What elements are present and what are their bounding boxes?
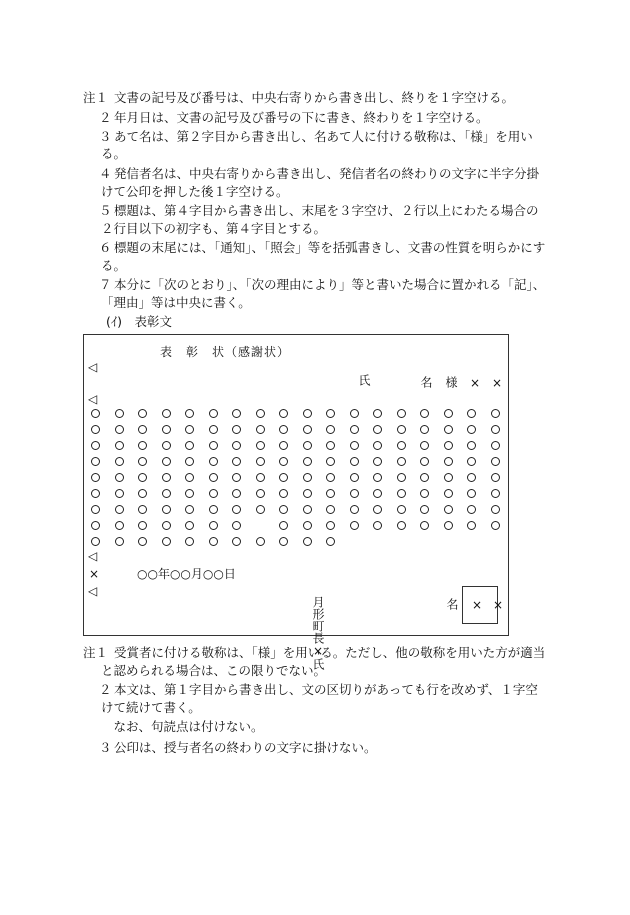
placeholder-circle-icon (162, 409, 171, 418)
placeholder-circle-icon (326, 409, 335, 418)
placeholder-circle-icon (115, 521, 124, 530)
placeholder-circle-icon (209, 521, 218, 530)
note-line: 標題は、第４字目から書き出し、末尾を３字空け、２行以上にわたる場合の (114, 203, 539, 218)
note-line: る。 (101, 258, 127, 273)
placeholder-circle-icon (256, 409, 265, 418)
placeholder-circle-icon (256, 425, 265, 434)
placeholder-circle-icon (115, 473, 124, 482)
note-line: 本文は、第１字目から書き出し、文の区切りがあっても行を改めず、１字空 (114, 682, 538, 697)
recipient-mei: 名 (419, 376, 433, 388)
placeholder-circle-icon (138, 441, 147, 450)
placeholder-circle-icon (350, 457, 359, 466)
placeholder-circle-icon (162, 489, 171, 498)
placeholder-circle-icon (373, 489, 382, 498)
placeholder-circle-icon (91, 521, 100, 530)
placeholder-circle-icon (467, 521, 476, 530)
placeholder-circle-icon (91, 489, 100, 498)
placeholder-circle-icon (209, 457, 218, 466)
placeholder-circle-icon (209, 409, 218, 418)
placeholder-circle-icon (256, 489, 265, 498)
placeholder-circle-icon (350, 409, 359, 418)
placeholder-circle-icon (256, 457, 265, 466)
placeholder-circle-icon (350, 489, 359, 498)
space-x-mark: × (470, 376, 481, 390)
recipient-sama: 様 (444, 376, 458, 388)
placeholder-circle-icon (162, 457, 171, 466)
placeholder-circle-icon (232, 489, 241, 498)
placeholder-circle-icon (209, 489, 218, 498)
placeholder-circle-icon (444, 521, 453, 530)
placeholder-circle-icon (91, 409, 100, 418)
placeholder-circle-icon (91, 441, 100, 450)
note-label: ６ (99, 240, 112, 255)
placeholder-circle-icon (491, 457, 500, 466)
placeholder-circle-icon (162, 505, 171, 514)
placeholder-circle-icon (326, 473, 335, 482)
placeholder-circle-icon (303, 537, 312, 546)
note-line: あて名は、第２字目から書き出し、名あて人に付ける敬称は、「様」を用い (114, 129, 533, 144)
note-label: ３ (99, 740, 112, 755)
note-line: 公印は、授与者名の終わりの文字に掛けない。 (114, 740, 377, 755)
placeholder-circle-icon (373, 425, 382, 434)
note-line: ２行目以下の初字も、第４字目とする。 (101, 221, 327, 236)
placeholder-circle-icon (397, 457, 406, 466)
placeholder-circle-icon (279, 521, 288, 530)
placeholder-circle-icon (209, 473, 218, 482)
placeholder-circle-icon (185, 505, 194, 514)
placeholder-circle-icon (397, 441, 406, 450)
placeholder-circle-icon (138, 521, 147, 530)
placeholder-circle-icon (115, 409, 124, 418)
issuer-mei: 名 (445, 598, 459, 610)
note-label: 注１ (83, 90, 109, 105)
note-line: けて公印を押した後１字空ける。 (101, 184, 289, 199)
placeholder-circle-icon (303, 489, 312, 498)
placeholder-circle-icon (420, 441, 429, 450)
placeholder-circle-icon (373, 505, 382, 514)
placeholder-circle-icon (491, 409, 500, 418)
placeholder-circle-icon (303, 505, 312, 514)
placeholder-circle-icon (279, 425, 288, 434)
placeholder-circle-icon (326, 537, 335, 546)
note-line: 発信者名は、中央右寄りから書き出し、発信者名の終わりの文字に半字分掛 (114, 166, 540, 181)
placeholder-circle-icon (138, 457, 147, 466)
note-label: ２ (99, 110, 112, 125)
placeholder-circle-icon (420, 473, 429, 482)
note-line: 受賞者に付ける敬称は、「様」を用いる。ただし、他の敬称を用いた方が適当 (114, 645, 546, 660)
placeholder-circle-icon (256, 505, 265, 514)
placeholder-circle-icon (209, 425, 218, 434)
placeholder-circle-icon (91, 505, 100, 514)
placeholder-circle-icon (256, 473, 265, 482)
note-line: 「理由」等は中央に書く。 (101, 295, 251, 310)
placeholder-circle-icon (397, 521, 406, 530)
placeholder-circle-icon (467, 441, 476, 450)
note-label: ５ (99, 203, 112, 218)
space-triangle-icon: ◁ (88, 549, 98, 563)
placeholder-circle-icon (303, 457, 312, 466)
placeholder-circle-icon (373, 473, 382, 482)
placeholder-circle-icon (326, 441, 335, 450)
note-line: 年月日は、文書の記号及び番号の下に書き、終わりを１字空ける。 (114, 110, 489, 125)
note-line: けて続けて書く。 (101, 700, 201, 715)
placeholder-circle-icon (115, 425, 124, 434)
placeholder-circle-icon (232, 505, 241, 514)
placeholder-circle-icon (326, 457, 335, 466)
space-triangle-icon: ◁ (88, 360, 98, 374)
placeholder-circle-icon (185, 409, 194, 418)
recipient-shi: 氏 (357, 374, 371, 386)
placeholder-circle-icon (491, 473, 500, 482)
placeholder-circle-icon (491, 505, 500, 514)
placeholder-circle-icon (232, 473, 241, 482)
placeholder-circle-icon (303, 425, 312, 434)
placeholder-circle-icon (373, 521, 382, 530)
note-label: ２ (99, 682, 112, 697)
placeholder-circle-icon (444, 473, 453, 482)
placeholder-circle-icon (373, 457, 382, 466)
placeholder-circle-icon (467, 425, 476, 434)
subheading: (ｲ) 表彰文 (106, 314, 173, 329)
placeholder-circle-icon (467, 409, 476, 418)
placeholder-circle-icon (350, 505, 359, 514)
space-x-mark: × (89, 567, 100, 581)
placeholder-circle-icon (444, 441, 453, 450)
placeholder-circle-icon (115, 489, 124, 498)
note-label: ４ (99, 166, 112, 181)
placeholder-circle-icon (350, 473, 359, 482)
placeholder-circle-icon (467, 457, 476, 466)
placeholder-circle-icon (115, 457, 124, 466)
award-date: ○○年○○月○○日 (137, 567, 236, 581)
placeholder-circle-icon (209, 441, 218, 450)
placeholder-circle-icon (326, 521, 335, 530)
placeholder-circle-icon (162, 537, 171, 546)
placeholder-circle-icon (138, 409, 147, 418)
space-x-mark: × (492, 376, 503, 390)
note-label: 注１ (83, 645, 109, 660)
note-line: 文書の記号及び番号は、中央右寄りから書き出し、終りを１字空ける。 (114, 90, 515, 105)
placeholder-circle-icon (279, 441, 288, 450)
placeholder-circle-icon (115, 505, 124, 514)
placeholder-circle-icon (115, 441, 124, 450)
placeholder-circle-icon (444, 489, 453, 498)
placeholder-circle-icon (162, 441, 171, 450)
placeholder-circle-icon (162, 521, 171, 530)
placeholder-circle-icon (185, 441, 194, 450)
placeholder-circle-icon (138, 489, 147, 498)
placeholder-circle-icon (115, 537, 124, 546)
placeholder-circle-icon (350, 441, 359, 450)
seal-x-mark: × (493, 598, 504, 612)
placeholder-circle-icon (373, 441, 382, 450)
placeholder-circle-icon (162, 425, 171, 434)
placeholder-circle-icon (397, 473, 406, 482)
placeholder-circle-icon (491, 425, 500, 434)
placeholder-circle-icon (279, 473, 288, 482)
placeholder-circle-icon (279, 409, 288, 418)
space-triangle-icon: ◁ (88, 392, 98, 406)
issuer-name: 月形町長×氏 (311, 596, 325, 670)
placeholder-circle-icon (91, 537, 100, 546)
placeholder-circle-icon (256, 441, 265, 450)
placeholder-circle-icon (279, 537, 288, 546)
placeholder-circle-icon (420, 409, 429, 418)
placeholder-circle-icon (162, 473, 171, 482)
placeholder-circle-icon (491, 521, 500, 530)
placeholder-circle-icon (232, 537, 241, 546)
placeholder-circle-icon (420, 489, 429, 498)
placeholder-circle-icon (467, 505, 476, 514)
placeholder-circle-icon (397, 409, 406, 418)
placeholder-circle-icon (209, 505, 218, 514)
note-line: なお、句読点は付けない。 (101, 719, 264, 734)
placeholder-circle-icon (491, 441, 500, 450)
placeholder-circle-icon (326, 425, 335, 434)
placeholder-circle-icon (350, 521, 359, 530)
placeholder-circle-icon (138, 537, 147, 546)
note-label: ７ (99, 277, 112, 292)
placeholder-circle-icon (397, 425, 406, 434)
placeholder-circle-icon (326, 489, 335, 498)
seal-x-mark: × (472, 598, 483, 612)
space-triangle-icon: ◁ (88, 584, 98, 598)
form-title: 表 彰 状（感謝状） (160, 345, 291, 359)
placeholder-circle-icon (232, 457, 241, 466)
note-line: と認められる場合は、この限りでない。 (101, 663, 327, 678)
placeholder-circle-icon (420, 425, 429, 434)
placeholder-circle-icon (138, 505, 147, 514)
placeholder-circle-icon (185, 521, 194, 530)
note-line: 本分に「次のとおり」、「次の理由により」等と書いた場合に置かれる「記」、 (114, 277, 546, 292)
note-line: 標題の末尾には、「通知」、「照会」等を括弧書きし、文書の性質を明らかにす (114, 240, 546, 255)
placeholder-circle-icon (91, 425, 100, 434)
placeholder-circle-icon (185, 537, 194, 546)
placeholder-circle-icon (491, 489, 500, 498)
placeholder-circle-icon (303, 521, 312, 530)
placeholder-circle-icon (350, 425, 359, 434)
placeholder-circle-icon (420, 505, 429, 514)
placeholder-circle-icon (444, 409, 453, 418)
placeholder-circle-icon (303, 473, 312, 482)
placeholder-circle-icon (444, 457, 453, 466)
placeholder-circle-icon (303, 441, 312, 450)
placeholder-circle-icon (467, 473, 476, 482)
placeholder-circle-icon (256, 537, 265, 546)
placeholder-circle-icon (420, 457, 429, 466)
placeholder-circle-icon (467, 489, 476, 498)
placeholder-circle-icon (185, 425, 194, 434)
placeholder-circle-icon (373, 409, 382, 418)
placeholder-circle-icon (420, 521, 429, 530)
placeholder-circle-icon (326, 505, 335, 514)
note-label: ３ (99, 129, 112, 144)
placeholder-circle-icon (185, 473, 194, 482)
placeholder-circle-icon (444, 425, 453, 434)
placeholder-circle-icon (185, 457, 194, 466)
placeholder-circle-icon (232, 425, 241, 434)
placeholder-circle-icon (91, 473, 100, 482)
placeholder-circle-icon (91, 457, 100, 466)
placeholder-circle-icon (279, 489, 288, 498)
placeholder-circle-icon (397, 505, 406, 514)
placeholder-circle-icon (279, 505, 288, 514)
placeholder-circle-icon (232, 521, 241, 530)
note-line: る。 (101, 146, 127, 161)
placeholder-circle-icon (444, 505, 453, 514)
placeholder-circle-icon (397, 489, 406, 498)
placeholder-circle-icon (279, 457, 288, 466)
placeholder-circle-icon (232, 409, 241, 418)
placeholder-circle-icon (303, 409, 312, 418)
placeholder-circle-icon (232, 441, 241, 450)
placeholder-circle-icon (138, 473, 147, 482)
placeholder-circle-icon (209, 537, 218, 546)
placeholder-circle-icon (138, 425, 147, 434)
placeholder-circle-icon (185, 489, 194, 498)
